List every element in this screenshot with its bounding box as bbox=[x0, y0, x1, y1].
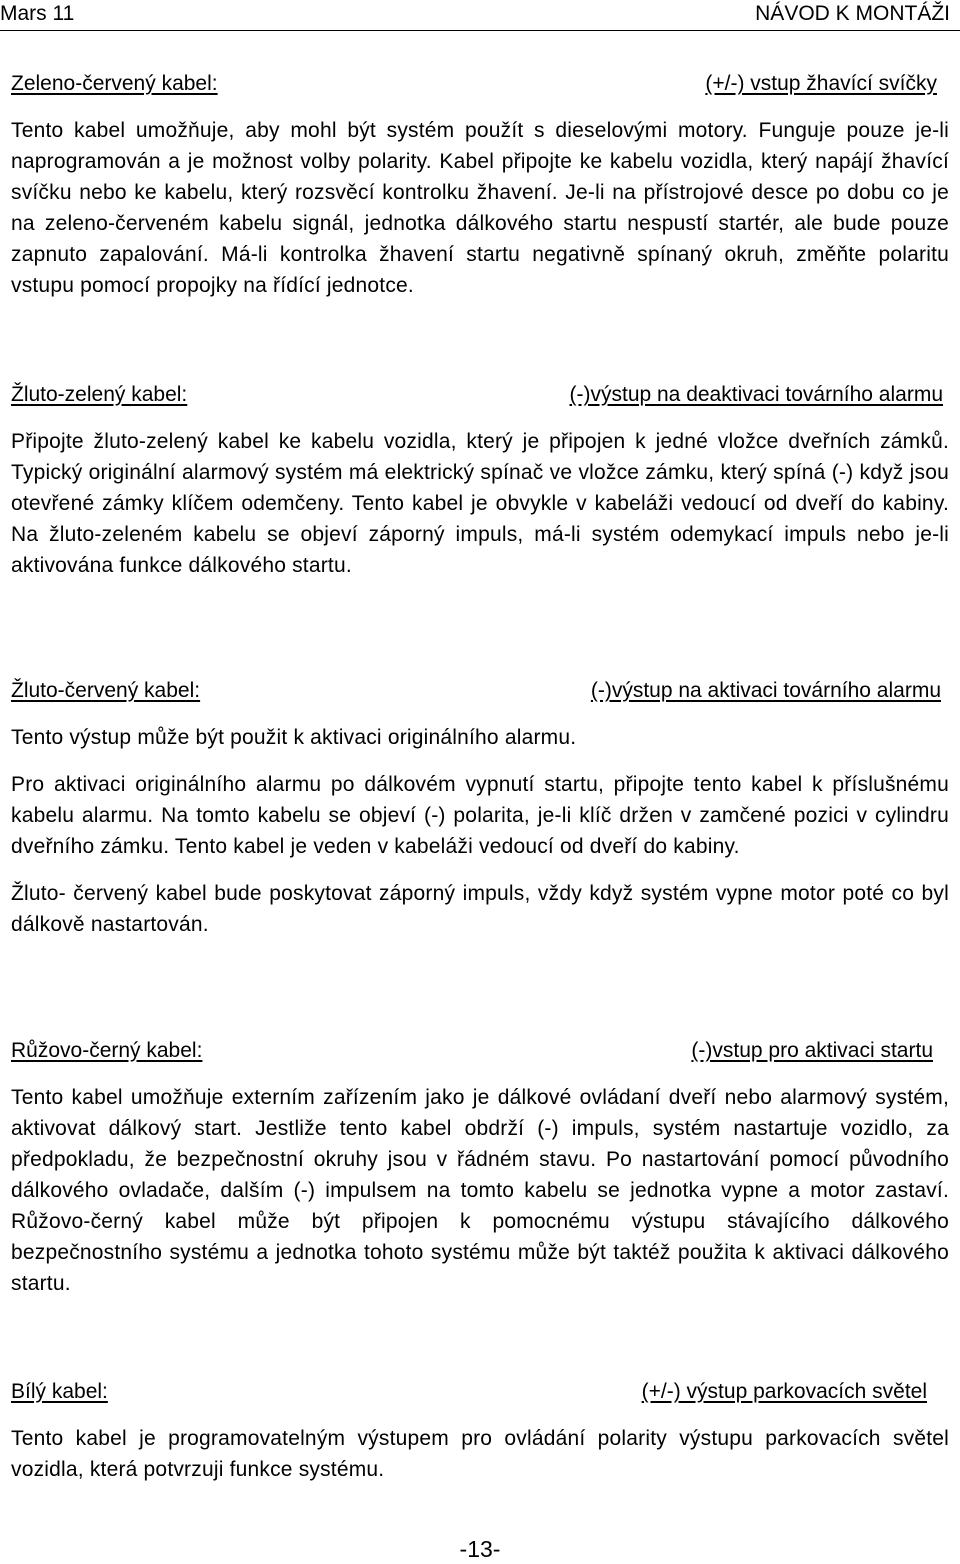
section-white-wire bbox=[11, 1376, 949, 1485]
wire-label: Zeleno-červený kabel: bbox=[11, 72, 218, 95]
wire-function: (+/-) výstup parkovacích světel bbox=[641, 1380, 927, 1403]
wire-label: Růžovo-černý kabel: bbox=[11, 1039, 203, 1062]
section-heading bbox=[11, 379, 949, 410]
wire-label: Žluto-červený kabel: bbox=[11, 679, 201, 702]
page-number: -13- bbox=[459, 1536, 501, 1562]
wire-function: (-)výstup na aktivaci továrního alarmu bbox=[590, 679, 941, 702]
section-pink-black-wire bbox=[11, 1035, 949, 1299]
section-heading bbox=[11, 1376, 949, 1407]
section-heading bbox=[11, 1035, 949, 1066]
section-yellow-red-wire bbox=[11, 675, 949, 940]
section-yellow-green-wire bbox=[11, 379, 949, 581]
section-heading bbox=[11, 675, 949, 706]
wire-function: (-)výstup na deaktivaci továrního alarmu bbox=[569, 383, 943, 406]
paragraph: Tento kabel umožňuje externím zařízením jako je dálkové ovládaní dveří nebo alarmový systém, aktivovat dálkový start. Jestliže tento kabel obdrží (-) impuls, systém nastartuje vozidlo, za předpokladu, že bezpečnostní okruhy jsou v řádném stavu. Po nastartování pomocí původního dálkového ovladače, dalším (-) impulsem na tomto kabelu se jednotka vypne a motor zastaví. Růžovo-černý kabel může být připojen k pomocnému výstupu stávajícího dálkového bezpečnostního systému a jednotka tohoto systému může být taktéž použita k aktivaci dálkového startu. bbox=[11, 1086, 949, 1295]
wire-label: Bílý kabel: bbox=[11, 1380, 108, 1403]
paragraph: Připojte žluto-zelený kabel ke kabelu vozidla, který je připojen k jedné vložce dveřních zámků. Typický originální alarmový systém má elektrický spínač ve vložce zámku, který spíná (-) když jsou otevřené zámky klíčem odemčeny. Tento kabel je obvykle v kabeláži vedoucí od dveří do kabiny. Na žluto-zeleném kabelu se objeví záporný impuls, má-li systém odemykací impuls nebo je-li aktivována funkce dálkového startu. bbox=[11, 430, 949, 577]
section-green-red-wire bbox=[11, 68, 949, 301]
wire-function: (+/-) vstup žhavící svíčky bbox=[705, 72, 937, 95]
paragraph: Tento výstup může být použit k aktivaci originálního alarmu. bbox=[11, 726, 577, 749]
wire-label: Žluto-zelený kabel: bbox=[11, 383, 188, 406]
header-product-name: Mars 11 bbox=[0, 2, 75, 25]
section-heading bbox=[11, 68, 949, 99]
running-header bbox=[0, 0, 960, 31]
paragraph: Pro aktivaci originálního alarmu po dálkovém vypnutí startu, připojte tento kabel k příslušnému kabelu alarmu. Na tomto kabelu se objeví (-) polarita, je-li klíč držen v zamčené pozici v cylindru dveřního zámku. Tento kabel je veden v kabeláži vedoucí od dveří do kabiny. bbox=[11, 773, 949, 858]
header-document-title: NÁVOD K MONTÁŽI bbox=[755, 2, 950, 25]
paragraph: Tento kabel je programovatelným výstupem pro ovládání polarity výstupu parkovacích světel vozidla, která potvrzuji funkce systému. bbox=[11, 1427, 949, 1481]
paragraph: Žluto- červený kabel bude poskytovat záporný impuls, vždy když systém vypne motor poté co byl dálkově nastartován. bbox=[11, 882, 949, 936]
paragraph: Tento kabel umožňuje, aby mohl být systém použít s dieselovými motory. Funguje pouze je-li naprogramován a je možnost volby polarity. Kabel připojte ke kabelu vozidla, který napájí žhavící svíčku nebo ke kabelu, který rozsvěcí kontrolku žhavení. Je-li na přístrojové desce po dobu co je na zeleno-červeném kabelu signál, jednotka dálkového startu nespustí startér, ale bude pouze zapnuto zapalování. Má-li kontrolka žhavení startu negativně spínaný okruh, změňte polaritu vstupu pomocí propojky na řídící jednotce. bbox=[11, 119, 949, 297]
wire-function: (-)vstup pro aktivaci startu bbox=[691, 1039, 933, 1062]
